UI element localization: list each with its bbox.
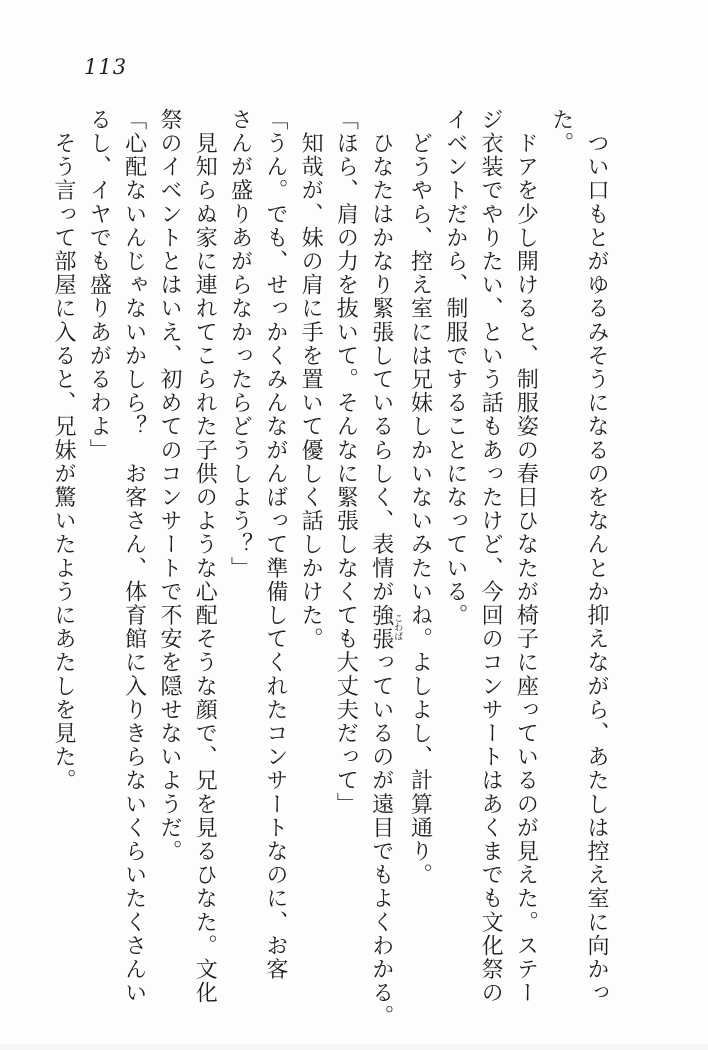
ruby-base: 強張 <box>368 603 394 651</box>
text-line: イベントだから、制服ですることになっている。 <box>442 108 468 628</box>
text-line: どうやら、控え室には兄妹しかいないみたいね。よしよし、計算通り。 <box>407 108 433 887</box>
vertical-text-block <box>46 108 614 1029</box>
text-segment: ひなたはかなり緊張しているらしく、表情が <box>368 108 394 604</box>
text-segment: っているのが遠目でもよくわかる。 <box>368 650 394 1029</box>
ruby-furigana: こわば <box>392 603 403 651</box>
ruby-annotation <box>368 603 403 651</box>
text-line: つい口もとがゆるみそうになるのをなんとか抑えながら、あたしは控え室に向かっ <box>584 108 609 1005</box>
scan-edge-artifact <box>0 1044 708 1050</box>
text-line-with-ruby <box>363 108 403 1029</box>
text-line: そう言って部屋に入ると、兄妹が驚いたようにあたしを見た。 <box>51 108 77 793</box>
text-line: ジ衣装でやりたい、という話もあったけど、今回のコンサートはあくまでも文化祭の <box>478 108 504 1005</box>
text-line: た。 <box>548 108 574 156</box>
text-line: さんが盛りあがらなかったらどうしよう？」 <box>227 108 253 580</box>
page-number: 113 <box>84 55 128 79</box>
text-line: 「うん。でも、せっかくみんながんばって準備してくれたコンサートなのに、お客 <box>262 108 288 982</box>
text-line: 「心配ないんじゃないかしら？ お客さん、体育館に入りきらないくらいたくさんい <box>121 108 147 1005</box>
text-line: るし、イヤでも盛りあがるわよ」 <box>86 108 112 462</box>
text-line: 見知らぬ家に連れてこられた子供のような心配そうな顔で、兄を見るひなた。文化 <box>192 108 218 1005</box>
text-line: 知哉が、妹の肩に手を置いて優しく話しかけた。 <box>298 108 324 651</box>
text-line: 祭のイベントとはいえ、初めてのコンサートで不安を隠せないようだ。 <box>156 108 182 864</box>
text-line: 「ほら、肩の力を抜いて。そんなに緊張しなくても大丈夫だって」 <box>333 108 359 816</box>
text-line: ドアを少し開けると、制服姿の春日ひなたが椅子に座っているのが見えた。ステー <box>513 108 539 1005</box>
